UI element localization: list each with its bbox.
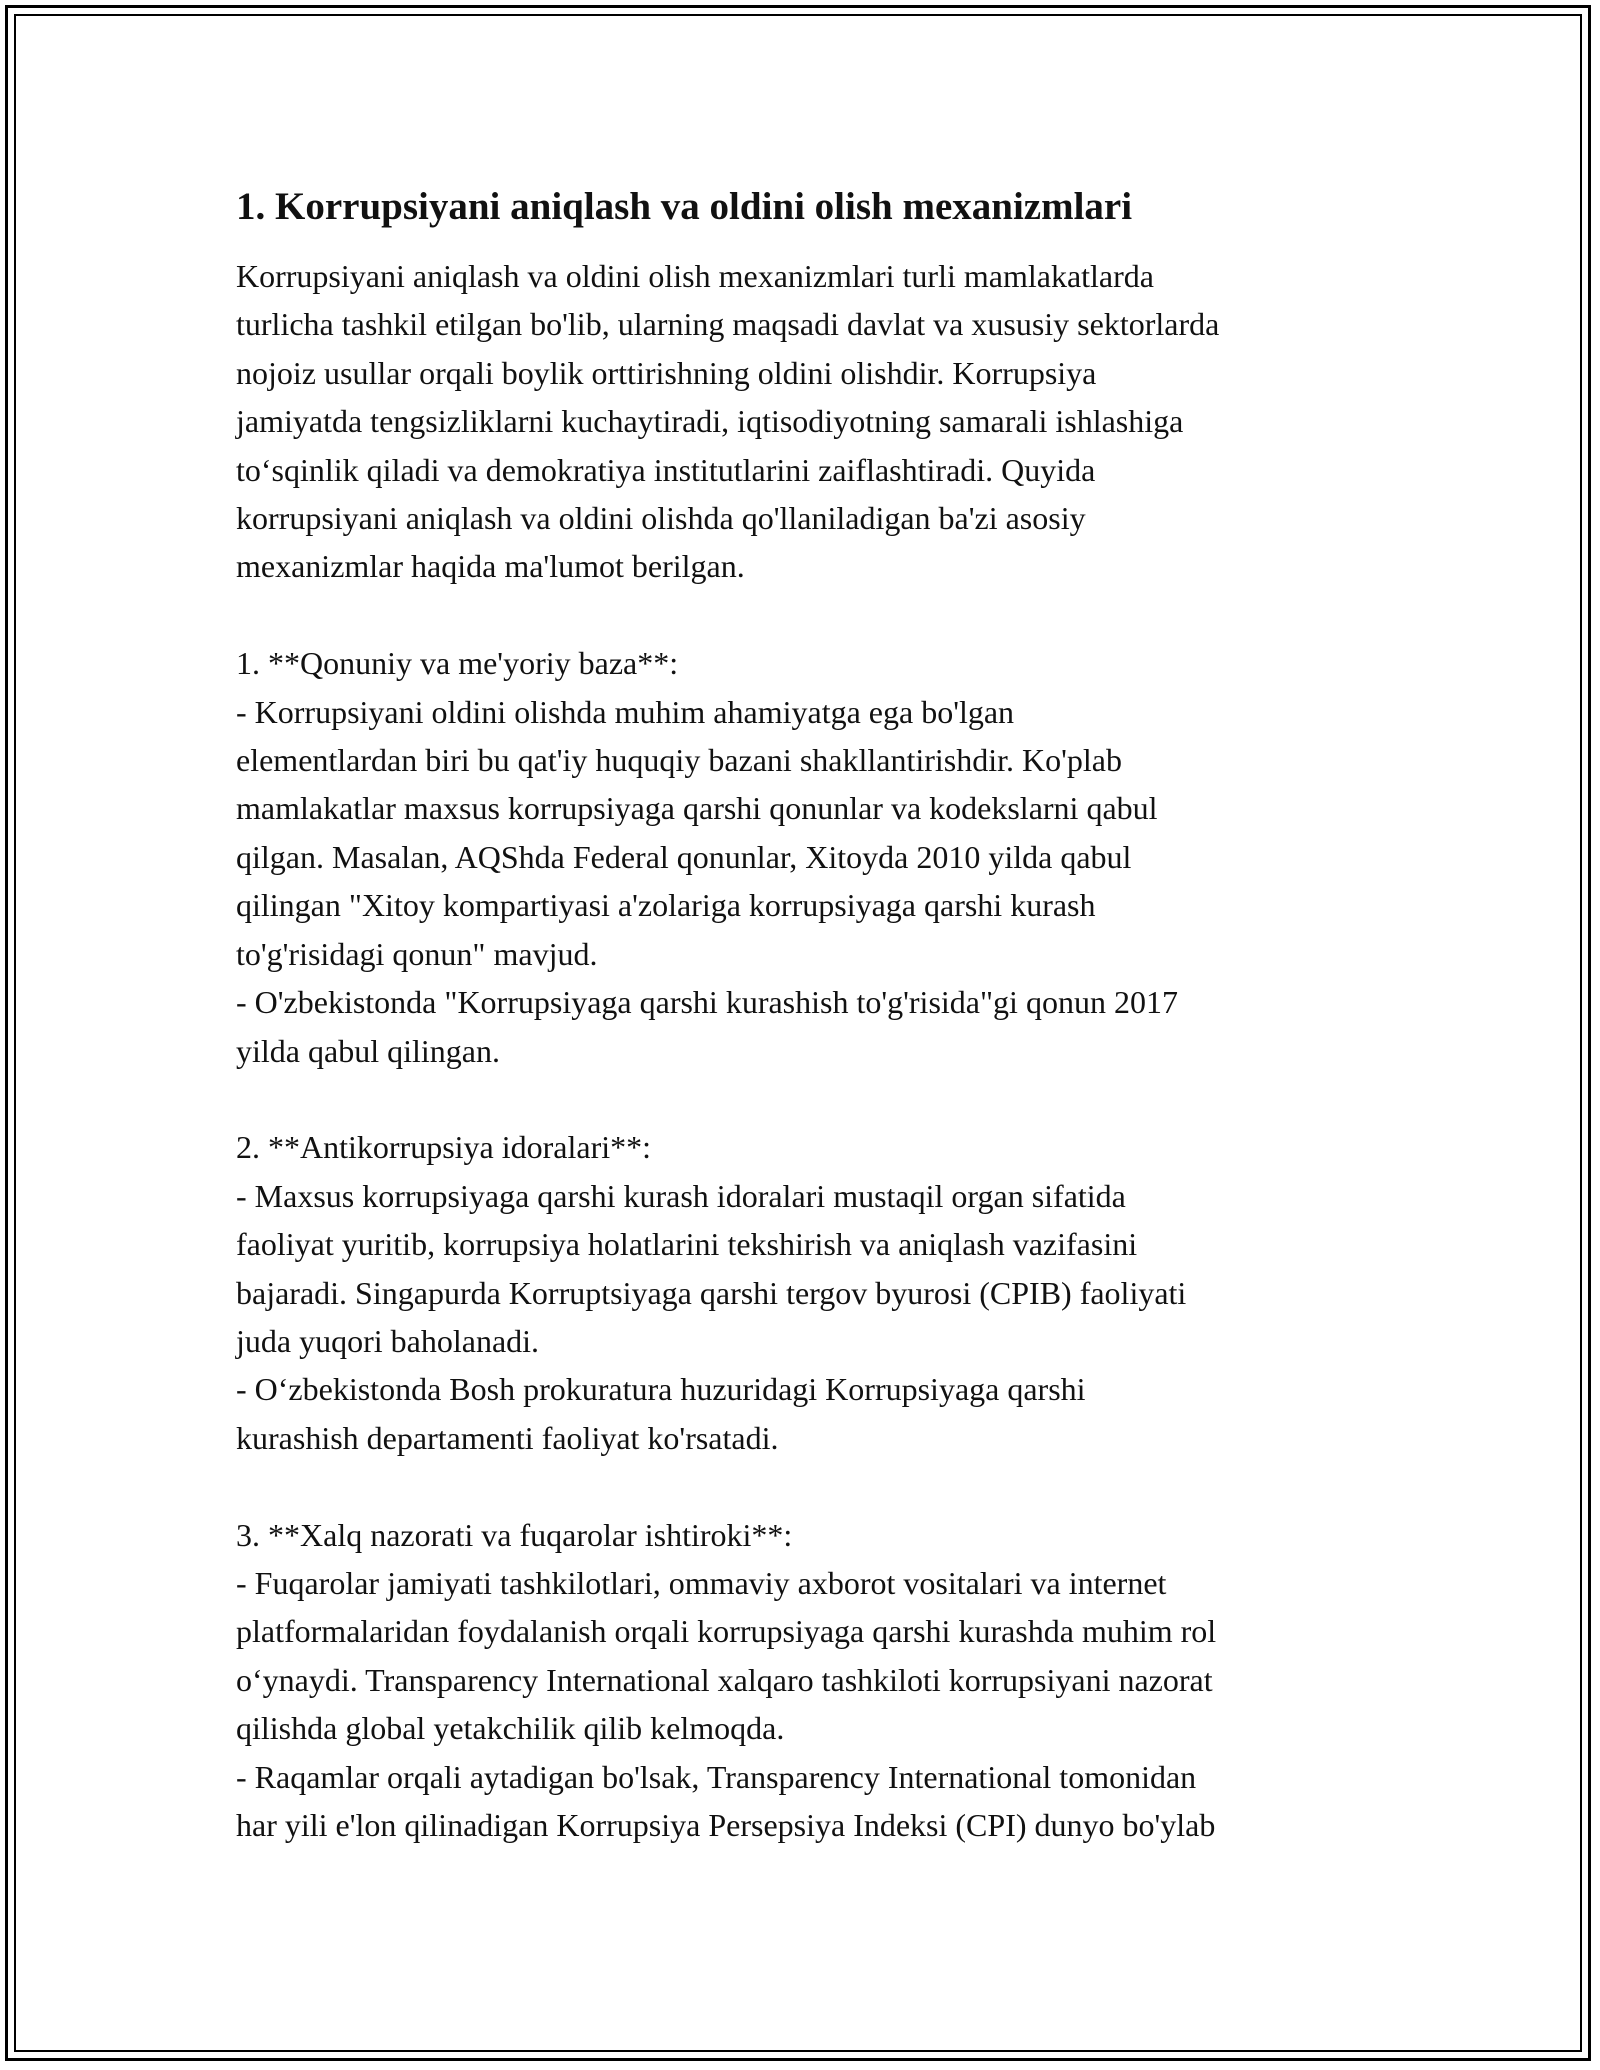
section-body-text: Korrupsiyani aniqlash va oldini olish mexanizmlari turli mamlakatlarda turlicha tashkil etilgan bo'lib, ularning maqsadi davlat va xususiy sektorlarda nojoiz usullar orqali boylik orttirishning oldini olishdir. Korrupsiya jamiyatda tengsizliklarni kuchaytiradi, iqtisodiyotning samarali ishlashiga to‘sqinlik qiladi va demokratiya institutlarini zaiflashtiradi. Quyida korrupsiyani aniqlash va oldini olishda qo'llaniladigan ba'zi asosiy mexanizmlar haqida ma'lumot berilgan. 1. **Qonuniy va me'yoriy baza**: - Korrupsiyani oldini olishda muhim ahamiyatga ega bo'lgan elementlardan biri bu qat'iy huquqiy bazani shakllantirishdir. Ko'plab mamlakatlar maxsus korrupsiyaga qarshi qonunlar va kodekslarni qabul qilgan. Masalan, AQShda Federal qonunlar, Xitoyda 2010 yilda qabul qilingan "Xitoy kompartiyasi a'zolariga korrupsiyaga qarshi kurash to'g'risidagi qonun" mavjud. - O'zbekistonda "Korrupsiyaga qarshi kurashish to'g'risida"gi qonun 2017 yilda qabul qilingan. 2. **Antikorrupsiya idoralari**: - Maxsus korrupsiyaga qarshi kurash idoralari mustaqil organ sifatida faoliyat yuritib, korrupsiya holatlarini tekshirish va aniqlash vazifasini bajaradi. Singapurda Korruptsiyaga qarshi tergov byurosi (CPIB) faoliyati juda yuqori baholanadi. - O‘zbekistonda Bosh prokuratura huzuridagi Korrupsiyaga qarshi kurashish departamenti faoliyat ko'rsatadi. 3. **Xalq nazorati va fuqarolar ishtiroki**: - Fuqarolar jamiyati tashkilotlari, ommaviy axborot vositalari va internet platformalaridan foydalanish orqali korrupsiyaga qarshi kurashda muhim rol o‘ynaydi. Transparency International xalqaro tashkiloti korrupsiyani nazorat qilishda global yetakchilik qilib kelmoqda. - Raqamlar orqali aytadigan bo'lsak, Transparency International tomonidan har yili e'lon qilinadigan Korrupsiya Persepsiya Indeksi (CPI) dunyo bo'ylab [236,258,1220,1843]
section-heading: 1. Korrupsiyani aniqlash va oldini olish mexanizmlari [236,185,1133,228]
document-content [236,180,1376,1849]
